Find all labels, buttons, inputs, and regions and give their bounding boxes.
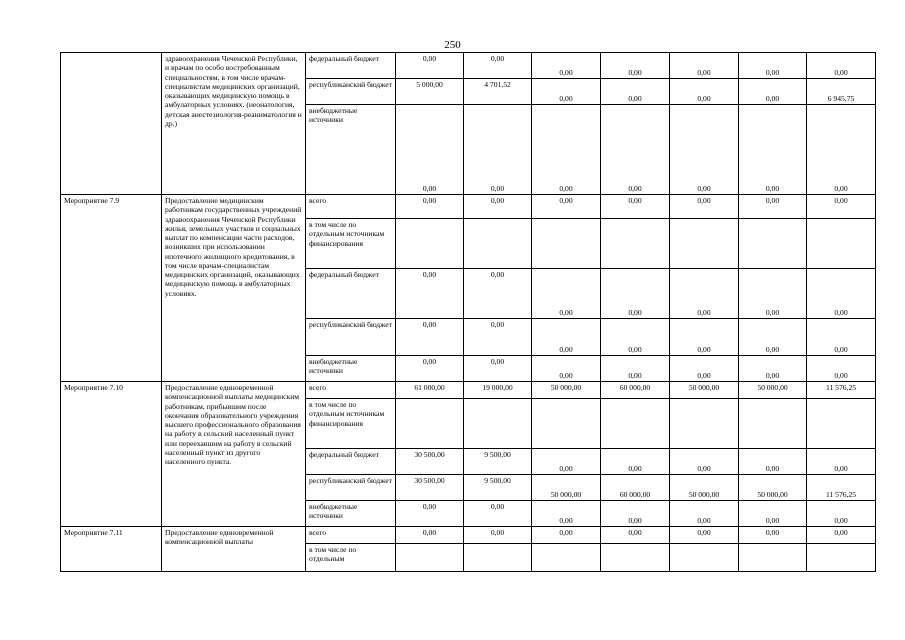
value-cell: 61 000,00 [396,382,464,399]
description-cell: Предоставление единовременной компенсационной выплаты [162,527,306,572]
value-cell: 0,00 [601,105,670,195]
value-cell: 0,00 [670,105,739,195]
value-cell: 50 000,00 [532,475,601,501]
value-cell: 0,00 [807,501,876,527]
value-cell [601,544,670,572]
value-cell: 0,00 [532,449,601,475]
value-cell: 0,00 [396,319,464,356]
value-cell [464,544,532,572]
value-cell: 19 000,00 [464,382,532,399]
value-cell: 0,00 [670,319,739,356]
value-cell [601,219,670,269]
value-cell: 0,00 [807,195,876,219]
value-cell [670,399,739,449]
value-cell: 0,00 [601,195,670,219]
value-cell: 0,00 [396,501,464,527]
value-cell: 60 000,00 [601,475,670,501]
value-cell: 0,00 [464,105,532,195]
value-cell: 0,00 [670,195,739,219]
event-cell: Мероприятие 7.10 [61,382,162,527]
value-cell: 0,00 [807,53,876,79]
event-cell [61,53,162,195]
description-cell: здравоохранения Чеченской Республики, и врачам по особо востребованным специальностям, в том числе врачам-специалистам медицинских организаций, оказывающих медицинскую помощь в амбулаторных условиях. (неонатология, детская анестезиология-реаниматология и др.) [162,53,306,195]
value-cell [601,399,670,449]
funding-source-cell: внебюджетные источники [306,501,396,527]
value-cell [739,219,807,269]
value-cell [739,544,807,572]
value-cell: 0,00 [532,319,601,356]
value-cell: 30 500,00 [396,475,464,501]
value-cell: 0,00 [601,356,670,382]
value-cell: 0,00 [396,53,464,79]
value-cell [532,219,601,269]
value-cell [396,399,464,449]
budget-table [60,52,876,572]
value-cell: 4 701,52 [464,79,532,105]
value-cell [807,219,876,269]
value-cell: 0,00 [807,449,876,475]
funding-source-cell: внебюджетные источники [306,105,396,195]
value-cell: 0,00 [532,356,601,382]
value-cell: 0,00 [739,105,807,195]
value-cell: 0,00 [464,356,532,382]
value-cell: 9 500,00 [464,449,532,475]
value-cell: 0,00 [670,501,739,527]
funding-source-cell: в том числе по отдельным источникам финансирования [306,219,396,269]
value-cell [396,544,464,572]
page-number: 250 [444,39,461,51]
funding-source-cell: всего [306,382,396,399]
value-cell: 11 576,25 [807,382,876,399]
value-cell: 0,00 [396,195,464,219]
value-cell: 0,00 [739,356,807,382]
value-cell: 11 576,25 [807,475,876,501]
value-cell: 0,00 [739,269,807,319]
value-cell: 0,00 [739,319,807,356]
funding-source-cell: в том числе по отдельным источникам финансирования [306,399,396,449]
funding-source-cell: в том числе по отдельным [306,544,396,572]
table-row [61,382,876,399]
value-cell [396,219,464,269]
value-cell: 0,00 [739,53,807,79]
value-cell: 0,00 [601,319,670,356]
value-cell: 0,00 [739,79,807,105]
funding-source-cell: республиканский бюджет [306,79,396,105]
value-cell: 0,00 [670,53,739,79]
table-row [61,53,876,79]
funding-source-cell: республиканский бюджет [306,475,396,501]
value-cell: 0,00 [396,356,464,382]
value-cell: 0,00 [739,195,807,219]
value-cell [807,399,876,449]
funding-source-cell: федеральный бюджет [306,269,396,319]
value-cell: 0,00 [396,527,464,544]
funding-source-cell: внебюджетные источники [306,356,396,382]
value-cell: 0,00 [532,53,601,79]
value-cell [739,399,807,449]
value-cell: 0,00 [807,105,876,195]
funding-source-cell: всего [306,195,396,219]
value-cell: 5 000,00 [396,79,464,105]
value-cell: 0,00 [601,527,670,544]
value-cell [464,219,532,269]
value-cell: 0,00 [464,501,532,527]
value-cell: 0,00 [601,501,670,527]
funding-source-cell: федеральный бюджет [306,53,396,79]
table-row [61,195,876,219]
value-cell: 30 500,00 [396,449,464,475]
value-cell: 9 500,00 [464,475,532,501]
value-cell: 0,00 [670,269,739,319]
value-cell: 50 000,00 [532,382,601,399]
value-cell: 0,00 [739,527,807,544]
value-cell: 0,00 [464,319,532,356]
value-cell: 0,00 [601,449,670,475]
value-cell: 0,00 [739,449,807,475]
value-cell: 0,00 [532,79,601,105]
value-cell: 50 000,00 [739,382,807,399]
value-cell: 0,00 [532,269,601,319]
value-cell: 0,00 [532,501,601,527]
table-row [61,527,876,544]
event-cell: Мероприятие 7.9 [61,195,162,382]
event-cell: Мероприятие 7.11 [61,527,162,572]
value-cell: 0,00 [670,79,739,105]
value-cell: 0,00 [670,527,739,544]
value-cell: 0,00 [464,269,532,319]
value-cell: 0,00 [807,269,876,319]
value-cell [670,544,739,572]
value-cell: 6 945,75 [807,79,876,105]
value-cell [807,544,876,572]
value-cell: 0,00 [601,79,670,105]
value-cell [532,399,601,449]
value-cell: 0,00 [807,356,876,382]
value-cell: 50 000,00 [670,475,739,501]
value-cell: 0,00 [464,53,532,79]
value-cell: 50 000,00 [670,382,739,399]
value-cell: 60 000,00 [601,382,670,399]
value-cell: 0,00 [532,105,601,195]
value-cell: 0,00 [670,356,739,382]
value-cell: 0,00 [601,53,670,79]
funding-source-cell: всего [306,527,396,544]
value-cell: 0,00 [396,269,464,319]
value-cell: 0,00 [807,319,876,356]
value-cell: 0,00 [601,269,670,319]
value-cell: 0,00 [739,501,807,527]
value-cell: 0,00 [464,195,532,219]
value-cell: 0,00 [532,195,601,219]
value-cell: 0,00 [396,105,464,195]
description-cell: Предоставление медицинским работникам государственных учреждений здравоохранения Чеченской Республики жилья, земельных участков и социальных выплат по компенсации части расходов, возникших при использовании ипотечного жилищного кредитования, в том числе врачам-специалистам медицинских организаций, оказывающих медицинскую помощь в амбулаторных условиях. [162,195,306,382]
value-cell [532,544,601,572]
value-cell: 0,00 [670,449,739,475]
funding-source-cell: республиканский бюджет [306,319,396,356]
value-cell [670,219,739,269]
value-cell [464,399,532,449]
value-cell: 50 000,00 [739,475,807,501]
description-cell: Предоставление единовременной компенсационной выплаты медицинским работникам, прибывшим после окончания образовательного учреждения высшего профессионального образования на работу в сельский населенный пункт или переехавшим на работу в сельский населенный пункт из другого населенного пункта. [162,382,306,527]
value-cell: 0,00 [532,527,601,544]
value-cell: 0,00 [464,527,532,544]
value-cell: 0,00 [807,527,876,544]
funding-source-cell: федеральный бюджет [306,449,396,475]
